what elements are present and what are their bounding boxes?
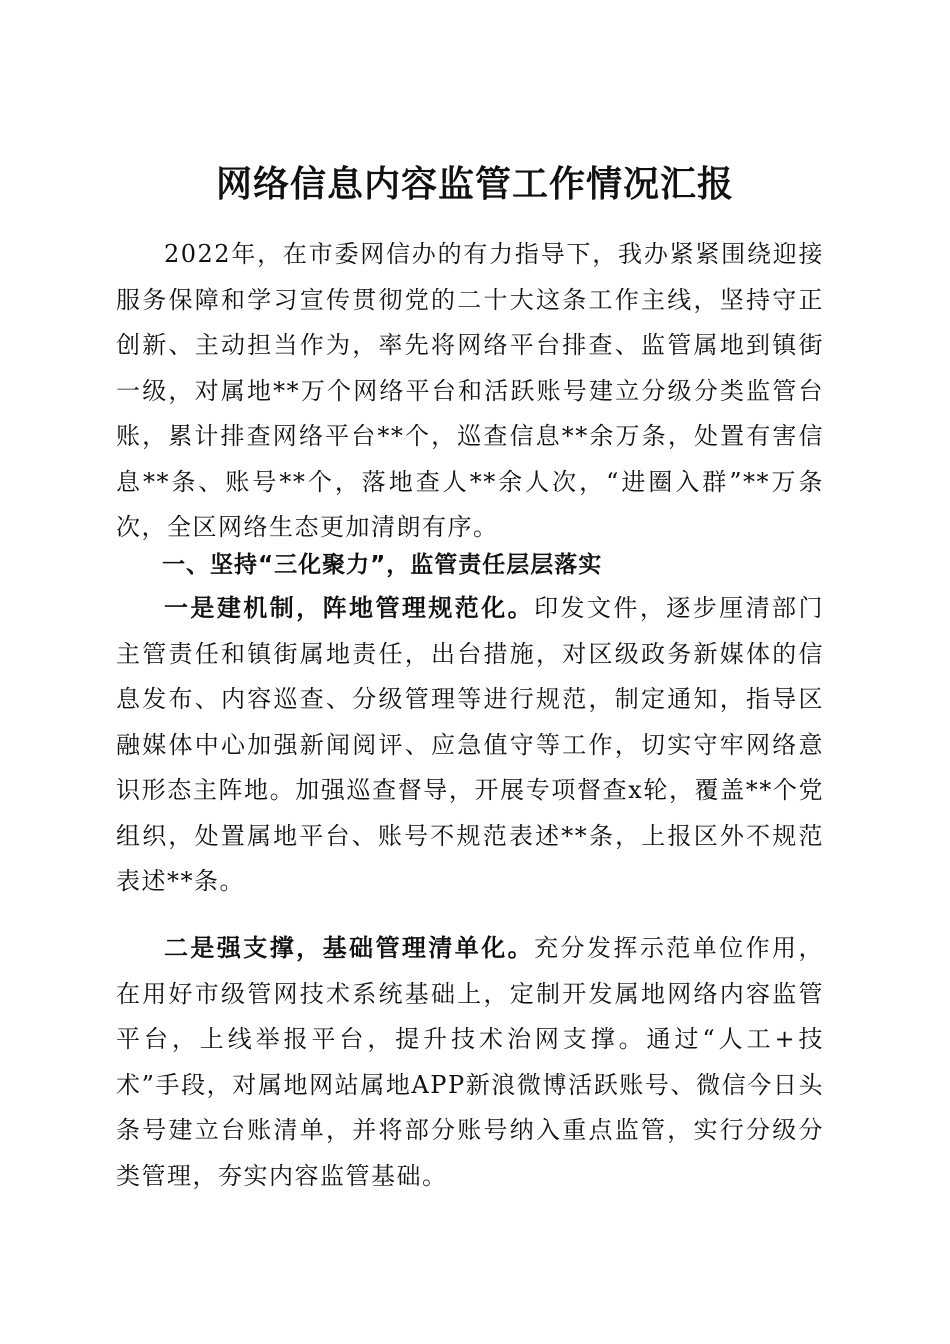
section-paragraph-1 xyxy=(116,586,824,905)
paragraph-lead: 二是强支撑，基础管理清单化。 xyxy=(164,934,535,962)
intro-paragraph: 2022年，在市委网信办的有力指导下，我办紧紧围绕迎接服务保障和学习宣传贯彻党的二十大这条工作主线，坚持守正创新、主动担当作为，率先将网络平台排查、监管属地到镇街一级，对属地**万个网络平台和活跃账号建立分级分类监管台账，累计排查网络平台**个，巡查信息**余万条，处置有害信息**条、账号**个，落地查人**余人次，“进圈入群”**万条次，全区网络生态更加清朗有序。 xyxy=(116,240,824,541)
section-heading: 一、坚持“三化聚力”，监管责任层层落实 xyxy=(162,552,603,578)
paragraph-lead: 一是建机制，阵地管理规范化。 xyxy=(164,594,535,622)
section-paragraph-2 xyxy=(116,926,824,1199)
paragraph-text: 充分发挥示范单位作用，在用好市级管网技术系统基础上，定制开发属地网络内容监管平台，上线举报平台，提升技术治网支撑。通过“人工+技术”手段，对属地网站属地APP新浪微博活跃账号、微信今日头条号建立台账清单，并将部分账号纳入重点监管，实行分级分类管理，夯实内容监管基础。 xyxy=(116,934,824,1190)
paragraph-text: 印发文件，逐步厘清部门主管责任和镇街属地责任，出台措施，对区级政务新媒体的信息发布、内容巡查、分级管理等进行规范，制定通知，指导区融媒体中心加强新闻阅评、应急值守等工作，切实守牢网络意识形态主阵地。加强巡查督导，开展专项督查x轮，覆盖**个党组织，处置属地平台、账号不规范表述**条，上报区外不规范表述**条。 xyxy=(116,594,824,895)
document-title: 网络信息内容监管工作情况汇报 xyxy=(215,163,734,206)
